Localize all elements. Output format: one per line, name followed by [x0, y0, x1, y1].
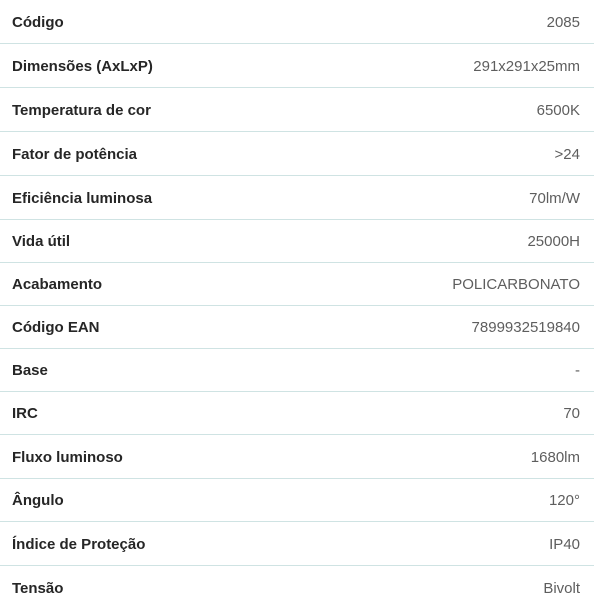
spec-label: Acabamento — [12, 275, 103, 293]
spec-label: Eficiência luminosa — [12, 189, 153, 207]
spec-label: Base — [12, 361, 48, 379]
spec-row-tensao — [0, 566, 600, 610]
spec-row-vida-util — [0, 219, 600, 263]
spec-row-fluxo-luminoso — [0, 435, 600, 479]
spec-label: Dimensões (AxLxP) — [12, 57, 153, 75]
spec-label: Índice de Proteção — [12, 535, 146, 553]
spec-row-irc — [0, 391, 600, 435]
spec-value: 70lm/W — [529, 189, 580, 207]
spec-row-codigo-ean — [0, 305, 600, 349]
spec-row-base — [0, 348, 600, 392]
spec-label: Vida útil — [12, 232, 71, 250]
spec-label: Fluxo luminoso — [12, 448, 123, 466]
spec-value: 120° — [548, 491, 580, 509]
spec-label: Código — [12, 13, 64, 31]
spec-row-codigo — [0, 0, 600, 44]
spec-label: Código EAN — [12, 318, 100, 336]
spec-row-angulo — [0, 478, 600, 522]
spec-label: Fator de potência — [12, 145, 138, 163]
spec-value: 6500K — [536, 101, 580, 119]
spec-row-dimensoes — [0, 44, 600, 88]
spec-label: Temperatura de cor — [12, 101, 151, 119]
spec-value: 1680lm — [530, 448, 580, 466]
spec-value: 2085 — [546, 13, 580, 31]
spec-row-temperatura-de-cor — [0, 88, 600, 132]
spec-value: POLICARBONATO — [452, 275, 580, 293]
spec-value: >24 — [554, 145, 580, 163]
spec-label: Tensão — [12, 579, 64, 597]
spec-value: 25000H — [527, 232, 580, 250]
spec-value: Bivolt — [543, 579, 580, 597]
spec-row-indice-de-protecao — [0, 522, 600, 566]
spec-value: - — [575, 361, 580, 379]
spec-value: IP40 — [549, 535, 580, 553]
spec-label: IRC — [12, 404, 38, 422]
spec-row-acabamento — [0, 262, 600, 306]
spec-row-eficiencia-luminosa — [0, 176, 600, 220]
spec-label: Ângulo — [12, 491, 64, 509]
spec-row-fator-de-potencia — [0, 132, 600, 176]
spec-value: 70 — [563, 404, 580, 422]
spec-value: 291x291x25mm — [473, 57, 580, 75]
spec-value: 7899932519840 — [471, 318, 580, 336]
